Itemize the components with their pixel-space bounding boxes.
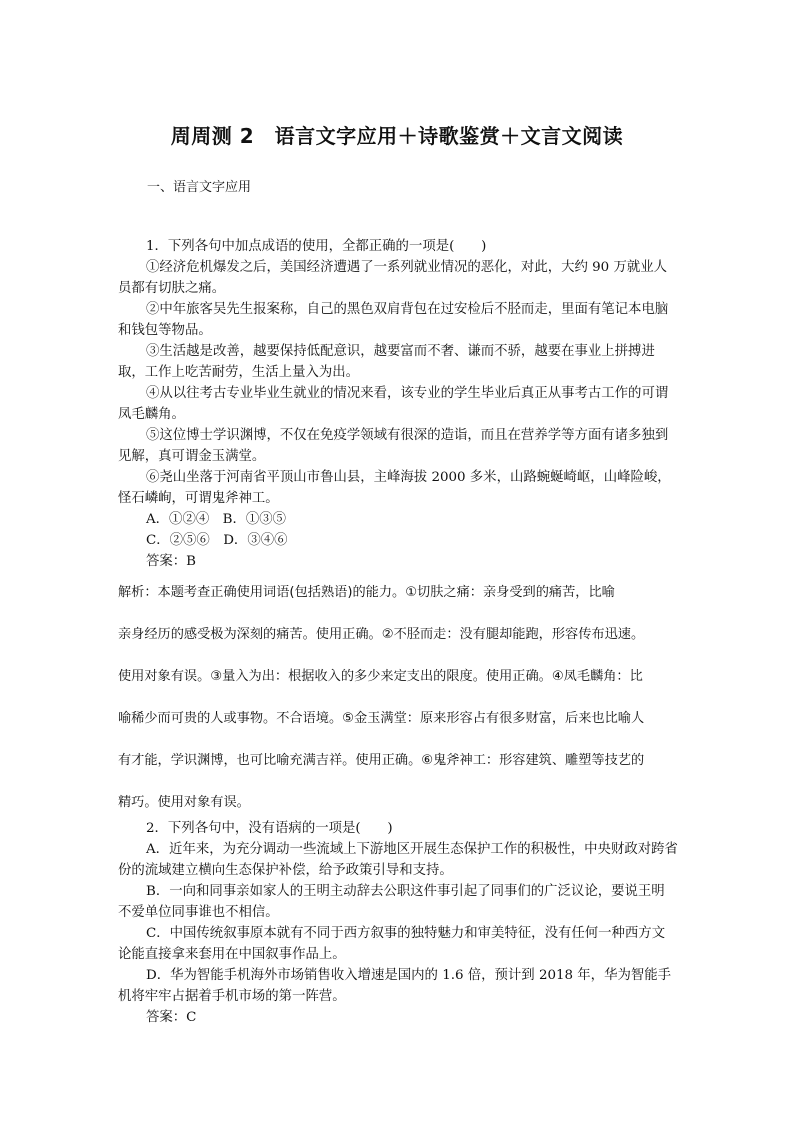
page-title: 周周测 2 语言文字应用＋诗歌鉴赏＋文言文阅读 [170,124,624,148]
question-stem: 1．下列各句中加点成语的使用，全都正确的一项是( ) [146,239,487,254]
section-heading: 一、语言文字应用 [147,180,252,195]
question-2 [118,818,678,1028]
answer-options: C．②⑤⑥ D．③④⑥ [146,533,288,548]
question-option: B．一向和同事亲如家人的王明主动辞去公职这件事引起了同事们的广泛议论，要说王明不爱单位同事谁也不相信。 [118,884,665,920]
question-option: A．近年来，为充分调动一些流域上下游地区开展生态保护工作的积极性，中央财政对跨省份的流域建立横向生态保护补偿，给予政策引导和支持。 [118,842,678,878]
answer-options: A．①②④ B．①③⑤ [146,512,287,527]
question-item: ⑥尧山坐落于河南省平顶山市鲁山县，主峰海拔 2000 多米，山路蜿蜒崎岖，山峰险峻，怪石嶙峋，可谓鬼斧神工。 [118,470,671,506]
question-item: ①经济危机爆发之后，美国经济遭遇了一系列就业情况的恶化，对此，大约 90 万就业人员都有切肤之痛。 [118,260,668,296]
analysis-line: 精巧。使用对象有误。 [118,795,250,810]
answer-key: 答案：B [146,554,197,569]
analysis-line: 亲身经历的感受极为深刻的痛苦。使用正确。②不胫而走：没有腿却能跑，形容传布迅速。 [118,627,645,642]
analysis-line: 解析：本题考查正确使用词语(包括熟语)的能力。①切肤之痛：亲身受到的痛苦，比喻 [118,585,615,600]
analysis-line: 有才能，学识渊博，也可比喻充满吉祥。使用正确。⑥鬼斧神工：形容建筑、雕塑等技艺的 [118,753,645,768]
question-stem: 2．下列各句中，没有语病的一项是( ) [146,821,393,836]
analysis-line: 喻稀少而可贵的人或事物。不合语境。⑤金玉满堂：原来形容占有很多财富，后来也比喻人 [118,711,645,726]
question-item: ⑤这位博士学识渊博，不仅在免疫学领域有很深的造诣，而且在营养学等方面有诸多独到见解，真可谓金玉满堂。 [118,428,669,464]
analysis-line: 使用对象有误。③量入为出：根据收入的多少来定支出的限度。使用正确。④凤毛麟角：比 [118,669,643,684]
question-1 [118,236,678,572]
question-item: ④从以往考古专业毕业生就业的情况来看，该专业的学生毕业后真正从事考古工作的可谓凤毛麟角。 [118,386,669,422]
question-item: ③生活越是改善，越要保持低配意识，越要富而不奢、谦而不骄，越要在事业上拼搏进取，工作上吃苦耐劳，生活上量入为出。 [118,344,655,380]
analysis-block [118,572,678,824]
question-item: ②中年旅客吴先生报案称，自己的黑色双肩背包在过安检后不胫而走，里面有笔记本电脑和钱包等物品。 [118,302,669,338]
question-option: D．华为智能手机海外市场销售收入增速是国内的 1.6 倍，预计到 2018 年，华为智能手机将牢牢占据着手机市场的第一阵营。 [118,968,672,1004]
answer-key: 答案：C [146,1010,197,1025]
question-option: C．中国传统叙事原本就有不同于西方叙事的独特魅力和审美特征，没有任何一种西方文论能直接拿来套用在中国叙事作品上。 [118,926,666,962]
